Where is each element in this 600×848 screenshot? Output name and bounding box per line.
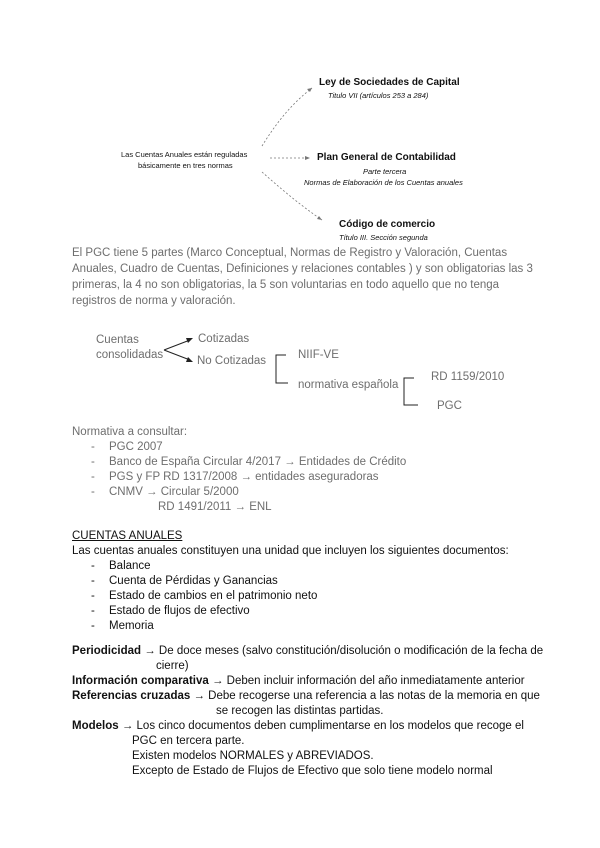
target-pgc-sub1: Parte tercera — [363, 167, 407, 176]
cuentas-item: Estado de cambios en el patrimonio neto — [109, 590, 318, 602]
node-rd: RD 1159/2010 — [431, 371, 505, 383]
node-cotizadas: Cotizadas — [198, 333, 250, 345]
arrow-codigo — [317, 216, 322, 220]
normativa-item: PGC 2007 — [109, 441, 163, 453]
cuentas-dash: - — [91, 620, 95, 632]
target-pgc-sub2: Normas de Elaboración de los Cuentas anuales — [304, 178, 463, 187]
normativa-extra: RD 1491/2011 → ENL — [158, 501, 272, 513]
bracket-normativa — [404, 378, 418, 405]
normativa-heading: Normativa a consultar: — [72, 426, 188, 438]
referencias-text: → Debe recogerse una referencia a las notas de la memoria en que — [190, 690, 540, 702]
arrow-pgc — [305, 156, 310, 160]
bracket-no-cotizadas — [276, 355, 288, 383]
arrow-cotizadas — [186, 338, 193, 343]
node-no-cotizadas: No Cotizadas — [197, 355, 267, 367]
informacion-line — [72, 673, 525, 689]
modelos-cont2: Existen modelos NORMALES y ABREVIADOS. — [132, 750, 374, 762]
periodicidad-cont: cierre) — [156, 660, 189, 672]
cuentas-dash: - — [91, 575, 95, 587]
branch-no-cotizadas — [164, 350, 190, 360]
cuentas-item: Estado de flujos de efectivo — [109, 605, 250, 617]
normativa-dash: - — [91, 471, 95, 483]
diagram-source-line1: Las Cuentas Anuales están reguladas — [121, 150, 248, 159]
consolidadas-root-line2: consolidadas — [96, 349, 164, 361]
target-pgc-title: Plan General de Contabilidad — [317, 152, 456, 163]
connector-ley — [262, 88, 312, 146]
modelos-text: → Los cinco documentos deben cumplimentarse en los modelos que recoge el — [118, 720, 524, 732]
cuentas-item: Cuenta de Pérdidas y Ganancias — [109, 575, 278, 587]
cuentas-dash: - — [91, 560, 95, 572]
normativa-dash: - — [91, 486, 95, 498]
branch-cotizadas — [164, 340, 190, 350]
normativa-dash: - — [91, 456, 95, 468]
normativa-item: CNMV → Circular 5/2000 — [109, 486, 239, 498]
informacion-text: → Deben incluir información del año inmediatamente anterior — [208, 675, 525, 687]
referencias-line — [72, 688, 540, 704]
cuentas-dash: - — [91, 605, 95, 617]
arrow-no-cotizadas — [186, 357, 193, 362]
periodicidad-text: → De doce meses (salvo constitución/disolución o modificación de la fecha de — [141, 645, 544, 657]
periodicidad-label: Periodicidad — [72, 645, 142, 657]
pgc-paragraph-line4: registros de norma y valoración. — [72, 295, 236, 307]
pgc-paragraph-line1: El PGC tiene 5 partes (Marco Conceptual, Normas de Registro y Valoración, Cuentas — [72, 247, 508, 259]
normativa-item: PGS y FP RD 1317/2008 → entidades aseguradoras — [109, 471, 379, 483]
cuentas-anuales-heading: CUENTAS ANUALES — [72, 530, 183, 542]
cuentas-item: Balance — [109, 560, 151, 572]
referencias-label: Referencias cruzadas — [72, 690, 191, 702]
normativa-item: Banco de España Circular 4/2017 → Entidades de Crédito — [109, 456, 407, 468]
modelos-cont3: Excepto de Estado de Flujos de Efectivo que solo tiene modelo normal — [132, 765, 493, 777]
target-ley-sub: Titulo VII (artículos 253 a 284) — [328, 91, 429, 100]
target-codigo-sub: Título III. Sección segunda — [339, 233, 428, 242]
referencias-cont: se recogen las distintas partidas. — [216, 705, 384, 717]
modelos-line — [72, 718, 524, 734]
arrow-ley — [307, 88, 312, 92]
modelos-cont1: PGC en tercera parte. — [132, 735, 245, 747]
informacion-label: Información comparativa — [72, 675, 209, 687]
node-pgc: PGC — [437, 400, 462, 412]
cuentas-item: Memoria — [109, 620, 154, 632]
target-ley-title: Ley de Sociedades de Capital — [319, 77, 460, 88]
node-niif: NIIF-VE — [298, 349, 339, 361]
cuentas-anuales-intro: Las cuentas anuales constituyen una unidad que incluyen los siguientes documentos: — [72, 545, 509, 557]
pgc-paragraph-line2: Anuales, Cuadro de Cuentas, Definiciones y relaciones contables ) y son obligatorias las 3 — [72, 263, 533, 275]
cuentas-dash: - — [91, 590, 95, 602]
modelos-label: Modelos — [72, 720, 119, 732]
consolidadas-root-line1: Cuentas — [96, 334, 139, 346]
node-normativa: normativa española — [298, 379, 399, 391]
target-codigo-title: Código de comercio — [339, 219, 436, 230]
normativa-dash: - — [91, 441, 95, 453]
pgc-paragraph-line3: primeras, la 4 no son obligatorias, la 5 son voluntarias en todo aquello que no tenga — [72, 279, 500, 291]
diagram-source-line2: básicamente en tres normas — [138, 161, 233, 170]
periodicidad-line — [72, 643, 543, 659]
